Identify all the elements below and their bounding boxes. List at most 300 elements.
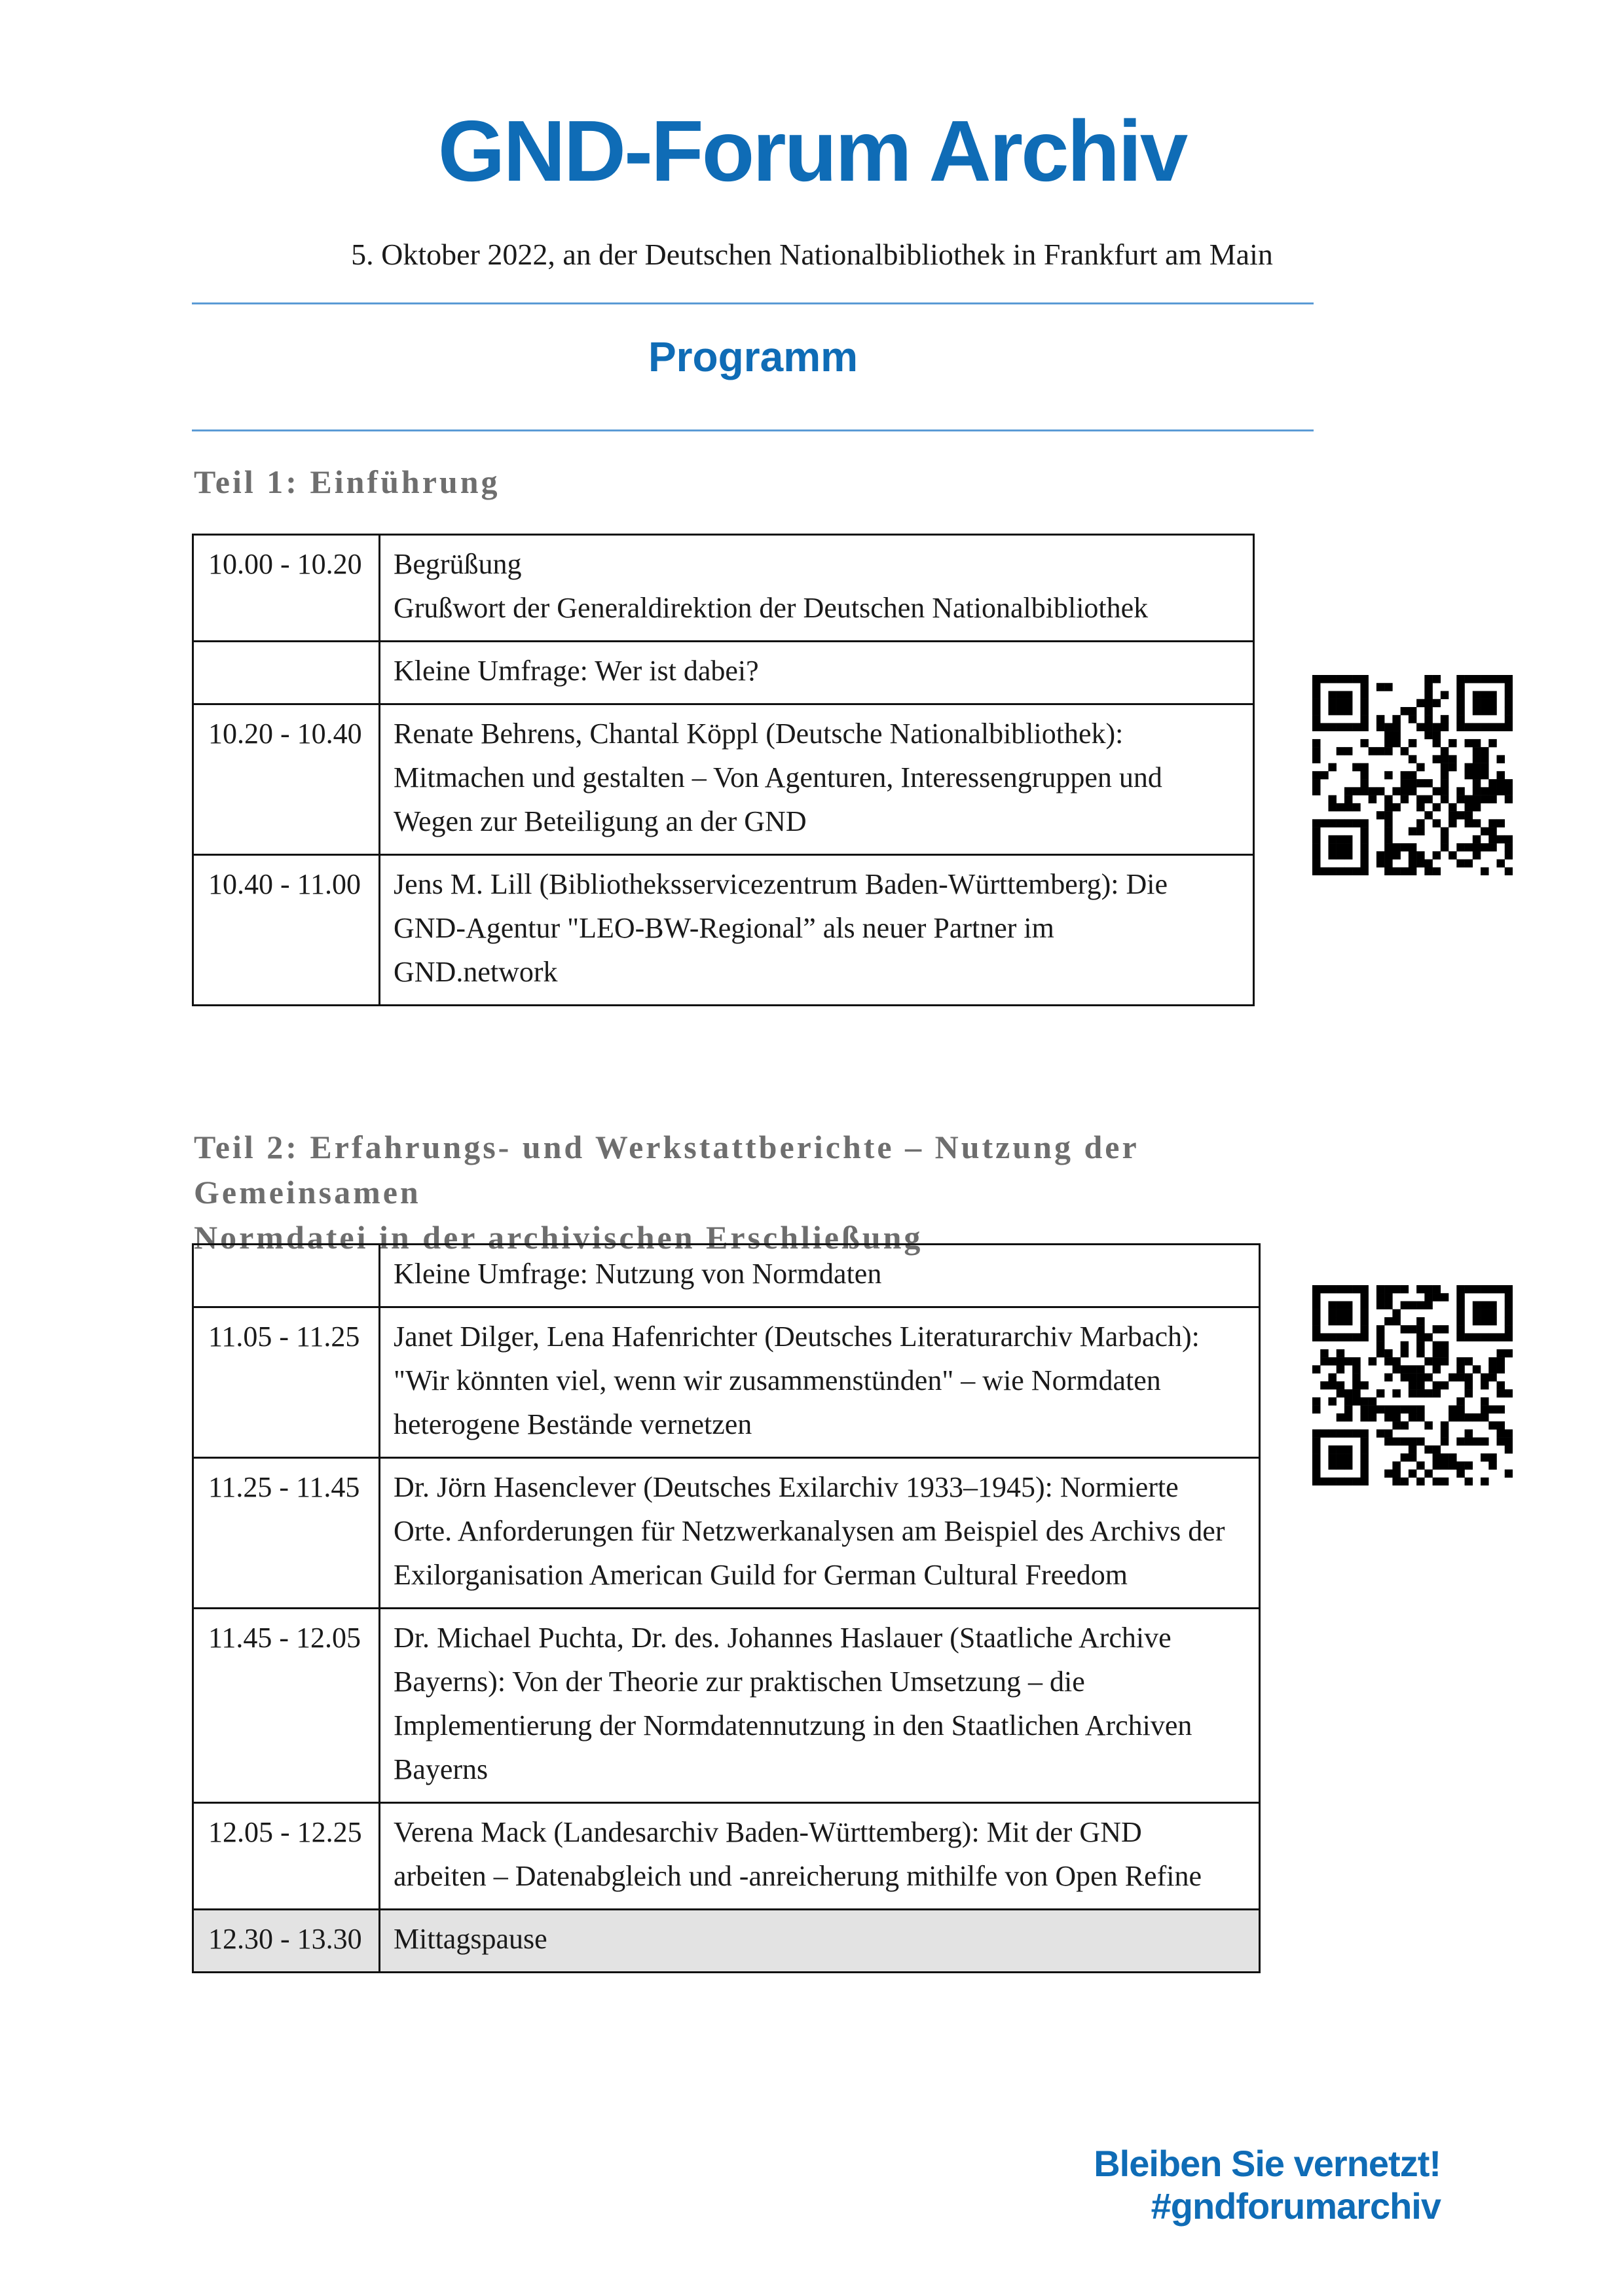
qr-module bbox=[1416, 1381, 1424, 1389]
qr-module bbox=[1328, 699, 1336, 707]
qr-module bbox=[1384, 819, 1392, 827]
qr-module bbox=[1360, 867, 1368, 875]
qr-module bbox=[1424, 1389, 1432, 1397]
qr-module bbox=[1360, 699, 1368, 707]
qr-module bbox=[1505, 723, 1513, 731]
qr-module bbox=[1384, 1470, 1392, 1478]
qr-module bbox=[1328, 1478, 1336, 1485]
qr-module bbox=[1376, 1285, 1384, 1293]
time-slot: 10.00 - 10.20 bbox=[193, 535, 380, 642]
qr-module bbox=[1465, 795, 1473, 803]
qr-module bbox=[1424, 1446, 1432, 1453]
qr-module bbox=[1433, 1325, 1441, 1333]
qr-module bbox=[1481, 1397, 1488, 1405]
qr-module bbox=[1328, 819, 1336, 827]
qr-module bbox=[1416, 803, 1424, 811]
qr-module bbox=[1456, 1406, 1464, 1413]
qr-module bbox=[1337, 1301, 1344, 1309]
session-text-line: Exilorganisation American Guild for German Cultural Freedom bbox=[394, 1559, 1128, 1591]
qr-module bbox=[1344, 1429, 1352, 1437]
qr-module bbox=[1424, 1470, 1432, 1478]
qr-module bbox=[1497, 1438, 1505, 1446]
qr-module bbox=[1328, 795, 1336, 803]
qr-module bbox=[1392, 787, 1400, 795]
part2-heading-line: Teil 2: Erfahrungs- und Werkstattberichte – Nutzung der Gemeinsamen bbox=[194, 1129, 1139, 1211]
session-description bbox=[380, 1458, 1260, 1609]
qr-module bbox=[1392, 843, 1400, 851]
qr-module bbox=[1449, 763, 1456, 771]
qr-module bbox=[1409, 1453, 1416, 1461]
qr-module bbox=[1328, 1285, 1336, 1293]
qr-module bbox=[1384, 1285, 1392, 1293]
qr-module bbox=[1416, 1301, 1424, 1309]
qr-module bbox=[1401, 843, 1409, 851]
qr-module bbox=[1433, 1349, 1441, 1357]
qr-module bbox=[1416, 1413, 1424, 1421]
qr-module bbox=[1401, 795, 1409, 803]
qr-module bbox=[1424, 675, 1432, 683]
qr-module bbox=[1473, 707, 1481, 715]
time-slot: 11.25 - 11.45 bbox=[193, 1458, 380, 1609]
qr-module bbox=[1328, 1317, 1336, 1325]
qr-module bbox=[1401, 707, 1409, 715]
qr-module bbox=[1441, 828, 1449, 835]
qr-module bbox=[1409, 787, 1416, 795]
qr-module bbox=[1433, 755, 1441, 763]
qr-module bbox=[1424, 723, 1432, 731]
qr-module bbox=[1433, 699, 1441, 707]
qr-module bbox=[1344, 1285, 1352, 1293]
qr-module bbox=[1352, 1333, 1360, 1341]
qr-module bbox=[1344, 835, 1352, 843]
qr-module bbox=[1424, 707, 1432, 715]
qr-module bbox=[1360, 763, 1368, 771]
qr-module bbox=[1449, 755, 1456, 763]
qr-module bbox=[1312, 843, 1320, 851]
qr-module bbox=[1401, 1478, 1409, 1485]
qr-module bbox=[1488, 828, 1496, 835]
qr-module bbox=[1384, 811, 1392, 819]
qr-module bbox=[1481, 795, 1488, 803]
qr-module bbox=[1401, 771, 1409, 779]
qr-module bbox=[1328, 763, 1336, 771]
qr-module bbox=[1456, 1470, 1464, 1478]
qr-module bbox=[1409, 1413, 1416, 1421]
qr-module bbox=[1488, 1421, 1496, 1429]
qr-module bbox=[1312, 1293, 1320, 1301]
qr-module bbox=[1376, 747, 1384, 755]
qr-module bbox=[1392, 1421, 1400, 1429]
session-text-line: Orte. Anforderungen für Netzwerkanalysen am Beispiel des Archivs der bbox=[394, 1515, 1225, 1547]
qr-module bbox=[1441, 771, 1449, 779]
qr-module bbox=[1392, 1285, 1400, 1293]
qr-module bbox=[1441, 1381, 1449, 1389]
qr-module bbox=[1481, 787, 1488, 795]
qr-module bbox=[1384, 723, 1392, 731]
qr-module bbox=[1320, 1381, 1328, 1389]
qr-module bbox=[1392, 1461, 1400, 1469]
qr-module bbox=[1481, 1413, 1488, 1421]
qr-module bbox=[1312, 860, 1320, 867]
qr-module bbox=[1488, 707, 1496, 715]
qr-module bbox=[1360, 1461, 1368, 1469]
qr-module bbox=[1505, 851, 1513, 859]
qr-module bbox=[1433, 803, 1441, 811]
qr-module bbox=[1352, 787, 1360, 795]
qr-module bbox=[1416, 1389, 1424, 1397]
qr-module bbox=[1376, 1341, 1384, 1349]
qr-module bbox=[1505, 1285, 1513, 1293]
qr-module bbox=[1344, 843, 1352, 851]
session-text-line: GND.network bbox=[394, 956, 558, 988]
qr-module bbox=[1384, 1317, 1392, 1325]
qr-module bbox=[1352, 1374, 1360, 1381]
session-description bbox=[380, 1245, 1260, 1307]
qr-module bbox=[1505, 1325, 1513, 1333]
qr-module bbox=[1344, 707, 1352, 715]
qr-module bbox=[1384, 1374, 1392, 1381]
session-text-line: Mitmachen und gestalten – Von Agenturen, Interessengruppen und bbox=[394, 761, 1162, 793]
qr-module bbox=[1416, 819, 1424, 827]
qr-module bbox=[1473, 787, 1481, 795]
qr-module bbox=[1360, 779, 1368, 787]
schedule-row bbox=[193, 704, 1254, 855]
qr-module bbox=[1497, 771, 1505, 779]
qr-module bbox=[1497, 1357, 1505, 1365]
qr-module bbox=[1465, 803, 1473, 811]
qr-module bbox=[1409, 1406, 1416, 1413]
qr-module bbox=[1433, 723, 1441, 731]
qr-module bbox=[1344, 699, 1352, 707]
qr-module bbox=[1360, 851, 1368, 859]
qr-module bbox=[1409, 1301, 1416, 1309]
qr-module bbox=[1392, 1357, 1400, 1365]
qr-module bbox=[1344, 1333, 1352, 1341]
qr-module bbox=[1433, 1357, 1441, 1365]
qr-module bbox=[1328, 1309, 1336, 1317]
qr-module bbox=[1344, 1357, 1352, 1365]
qr-module bbox=[1401, 787, 1409, 795]
document-title: GND-Forum Archiv bbox=[437, 103, 1187, 199]
qr-module bbox=[1360, 835, 1368, 843]
qr-module bbox=[1441, 747, 1449, 755]
qr-module bbox=[1409, 1389, 1416, 1397]
qr-module bbox=[1465, 843, 1473, 851]
qr-module bbox=[1328, 1374, 1336, 1381]
qr-module bbox=[1465, 1333, 1473, 1341]
qr-module bbox=[1497, 1389, 1505, 1397]
qr-module bbox=[1352, 819, 1360, 827]
qr-module bbox=[1320, 1349, 1328, 1357]
qr-module bbox=[1344, 851, 1352, 859]
qr-module bbox=[1465, 1357, 1473, 1365]
qr-module bbox=[1337, 1453, 1344, 1461]
qr-module bbox=[1481, 1438, 1488, 1446]
qr-module bbox=[1337, 747, 1344, 755]
qr-module bbox=[1416, 699, 1424, 707]
qr-module bbox=[1505, 1389, 1513, 1397]
qr-module bbox=[1392, 851, 1400, 859]
qr-module bbox=[1328, 723, 1336, 731]
qr-module bbox=[1328, 691, 1336, 699]
qr-module bbox=[1505, 795, 1513, 803]
qr-module bbox=[1488, 835, 1496, 843]
qr-module bbox=[1312, 715, 1320, 723]
qr-module bbox=[1481, 707, 1488, 715]
qr-module bbox=[1505, 1438, 1513, 1446]
session-description bbox=[380, 1609, 1260, 1803]
qr-module bbox=[1320, 771, 1328, 779]
qr-module bbox=[1360, 819, 1368, 827]
qr-module bbox=[1384, 1357, 1392, 1365]
qr-module bbox=[1360, 1406, 1368, 1413]
qr-module bbox=[1312, 1325, 1320, 1333]
qr-module bbox=[1384, 683, 1392, 691]
qr-module bbox=[1481, 755, 1488, 763]
qr-module bbox=[1456, 1309, 1464, 1317]
qr-module bbox=[1505, 1429, 1513, 1437]
qr-module bbox=[1488, 843, 1496, 851]
qr-module bbox=[1392, 1478, 1400, 1485]
qr-module bbox=[1465, 1461, 1473, 1469]
qr-module bbox=[1392, 803, 1400, 811]
qr-module bbox=[1409, 843, 1416, 851]
qr-module bbox=[1409, 1374, 1416, 1381]
qr-module bbox=[1337, 1389, 1344, 1397]
qr-module bbox=[1312, 1317, 1320, 1325]
session-text-line: Begrüßung bbox=[394, 548, 522, 580]
qr-module bbox=[1312, 691, 1320, 699]
session-text-line: Renate Behrens, Chantal Köppl (Deutsche Nationalbibliothek): bbox=[394, 718, 1124, 750]
qr-module bbox=[1344, 1461, 1352, 1469]
qr-module bbox=[1441, 715, 1449, 723]
qr-module bbox=[1360, 860, 1368, 867]
qr-module bbox=[1488, 819, 1496, 827]
session-description bbox=[380, 1307, 1260, 1458]
qr-module bbox=[1473, 843, 1481, 851]
qr-module bbox=[1473, 819, 1481, 827]
qr-module bbox=[1424, 795, 1432, 803]
qr-module bbox=[1337, 1333, 1344, 1341]
qr-module bbox=[1360, 828, 1368, 835]
qr-module bbox=[1449, 851, 1456, 859]
qr-module bbox=[1312, 707, 1320, 715]
schedule-row bbox=[193, 1245, 1260, 1307]
qr-module bbox=[1376, 1325, 1384, 1333]
qr-module bbox=[1384, 828, 1392, 835]
qr-module bbox=[1312, 747, 1320, 755]
session-description bbox=[380, 855, 1254, 1006]
qr-module bbox=[1488, 1453, 1496, 1461]
qr-module bbox=[1456, 1357, 1464, 1365]
qr-module bbox=[1392, 1389, 1400, 1397]
qr-module bbox=[1505, 787, 1513, 795]
qr-module bbox=[1352, 723, 1360, 731]
qr-module bbox=[1312, 1301, 1320, 1309]
qr-module bbox=[1416, 1341, 1424, 1349]
qr-module bbox=[1416, 1461, 1424, 1469]
qr-module bbox=[1312, 1309, 1320, 1317]
qr-module bbox=[1465, 739, 1473, 747]
qr-module bbox=[1384, 860, 1392, 867]
part2-schedule-table bbox=[192, 1243, 1261, 1973]
qr-module bbox=[1488, 1301, 1496, 1309]
qr-module bbox=[1488, 1374, 1496, 1381]
qr-module bbox=[1473, 1309, 1481, 1317]
qr-module bbox=[1424, 811, 1432, 819]
qr-module bbox=[1409, 1470, 1416, 1478]
qr-module bbox=[1409, 860, 1416, 867]
qr-module bbox=[1441, 1453, 1449, 1461]
qr-module bbox=[1312, 1333, 1320, 1341]
qr-module bbox=[1505, 1446, 1513, 1453]
qr-module bbox=[1352, 675, 1360, 683]
qr-module bbox=[1441, 1341, 1449, 1349]
qr-module bbox=[1441, 1461, 1449, 1469]
qr-module bbox=[1328, 851, 1336, 859]
qr-module bbox=[1481, 1478, 1488, 1485]
qr-module bbox=[1384, 1429, 1392, 1437]
qr-module bbox=[1465, 1478, 1473, 1485]
qr-module bbox=[1473, 699, 1481, 707]
qr-module bbox=[1488, 723, 1496, 731]
qr-module bbox=[1409, 1446, 1416, 1453]
qr-module bbox=[1360, 683, 1368, 691]
qr-module bbox=[1344, 819, 1352, 827]
qr-module bbox=[1433, 1389, 1441, 1397]
qr-module bbox=[1481, 771, 1488, 779]
qr-module bbox=[1312, 835, 1320, 843]
qr-module bbox=[1376, 1349, 1384, 1357]
schedule-row bbox=[193, 1458, 1260, 1609]
session-text-line: GND-Agentur "LEO-BW-Regional” als neuer Partner im bbox=[394, 912, 1054, 944]
qr-module bbox=[1424, 715, 1432, 723]
qr-module bbox=[1337, 723, 1344, 731]
qr-module bbox=[1360, 723, 1368, 731]
qr-module bbox=[1320, 723, 1328, 731]
qr-module bbox=[1337, 835, 1344, 843]
session-text-line: Kleine Umfrage: Wer ist dabei? bbox=[394, 655, 759, 687]
qr-module bbox=[1456, 715, 1464, 723]
qr-module bbox=[1312, 675, 1320, 683]
qr-module bbox=[1360, 739, 1368, 747]
qr-module bbox=[1392, 1317, 1400, 1325]
qr-module bbox=[1465, 1374, 1473, 1381]
time-slot: 10.40 - 11.00 bbox=[193, 855, 380, 1006]
qr-module bbox=[1328, 1397, 1336, 1405]
qr-module bbox=[1312, 819, 1320, 827]
qr-module bbox=[1505, 683, 1513, 691]
qr-module bbox=[1473, 755, 1481, 763]
qr-module bbox=[1441, 795, 1449, 803]
qr-module bbox=[1456, 811, 1464, 819]
qr-module bbox=[1505, 715, 1513, 723]
qr-module bbox=[1337, 1413, 1344, 1421]
qr-module bbox=[1320, 867, 1328, 875]
qr-module bbox=[1337, 1357, 1344, 1365]
qr-module bbox=[1505, 1293, 1513, 1301]
qr-module bbox=[1384, 835, 1392, 843]
qr-module bbox=[1456, 1413, 1464, 1421]
qr-module bbox=[1392, 1309, 1400, 1317]
qr-module bbox=[1416, 1317, 1424, 1325]
qr-module bbox=[1312, 739, 1320, 747]
qr-module bbox=[1481, 1285, 1488, 1293]
qr-module bbox=[1488, 1285, 1496, 1293]
qr-module bbox=[1481, 723, 1488, 731]
qr-module bbox=[1424, 1301, 1432, 1309]
qr-module bbox=[1384, 1301, 1392, 1309]
qr-module bbox=[1488, 1333, 1496, 1341]
qr-module bbox=[1456, 1438, 1464, 1446]
qr-module bbox=[1312, 755, 1320, 763]
qr-module bbox=[1384, 1438, 1392, 1446]
qr-module bbox=[1360, 1397, 1368, 1405]
qr-module bbox=[1360, 1301, 1368, 1309]
qr-module bbox=[1416, 1325, 1424, 1333]
qr-module bbox=[1401, 1365, 1409, 1373]
qr-module bbox=[1392, 1413, 1400, 1421]
qr-module bbox=[1416, 723, 1424, 731]
qr-module bbox=[1401, 1325, 1409, 1333]
qr-module bbox=[1433, 851, 1441, 859]
qr-module bbox=[1392, 715, 1400, 723]
qr-module bbox=[1369, 795, 1376, 803]
qr-module bbox=[1481, 1453, 1488, 1461]
qr-module bbox=[1401, 747, 1409, 755]
qr-module bbox=[1505, 1309, 1513, 1317]
qr-module bbox=[1473, 795, 1481, 803]
divider-top bbox=[192, 302, 1314, 304]
qr-module bbox=[1384, 739, 1392, 747]
qr-module bbox=[1409, 779, 1416, 787]
qr-module bbox=[1409, 1381, 1416, 1389]
qr-module bbox=[1352, 803, 1360, 811]
qr-module bbox=[1416, 763, 1424, 771]
qr-module bbox=[1481, 699, 1488, 707]
qr-module bbox=[1441, 1349, 1449, 1357]
qr-module bbox=[1456, 795, 1464, 803]
qr-module bbox=[1392, 1470, 1400, 1478]
qr-module bbox=[1320, 1285, 1328, 1293]
time-slot: 11.45 - 12.05 bbox=[193, 1609, 380, 1803]
qr-module bbox=[1360, 1413, 1368, 1421]
qr-module bbox=[1384, 843, 1392, 851]
qr-module bbox=[1401, 867, 1409, 875]
qr-module bbox=[1456, 1317, 1464, 1325]
qr-module bbox=[1409, 851, 1416, 859]
qr-module bbox=[1312, 1470, 1320, 1478]
qr-module bbox=[1392, 867, 1400, 875]
qr-module bbox=[1320, 675, 1328, 683]
qr-module bbox=[1392, 1365, 1400, 1373]
qr-code-icon bbox=[1312, 1285, 1513, 1485]
qr-module bbox=[1465, 860, 1473, 867]
qr-module bbox=[1465, 1389, 1473, 1397]
qr-module bbox=[1409, 1325, 1416, 1333]
qr-module bbox=[1360, 1309, 1368, 1317]
qr-module bbox=[1473, 835, 1481, 843]
qr-module bbox=[1312, 1453, 1320, 1461]
qr-module bbox=[1312, 699, 1320, 707]
qr-module bbox=[1488, 1461, 1496, 1469]
qr-module bbox=[1481, 1309, 1488, 1317]
qr-module bbox=[1312, 1446, 1320, 1453]
qr-module bbox=[1465, 1438, 1473, 1446]
session-description bbox=[380, 535, 1254, 642]
qr-module bbox=[1337, 1365, 1344, 1373]
qr-module bbox=[1360, 787, 1368, 795]
